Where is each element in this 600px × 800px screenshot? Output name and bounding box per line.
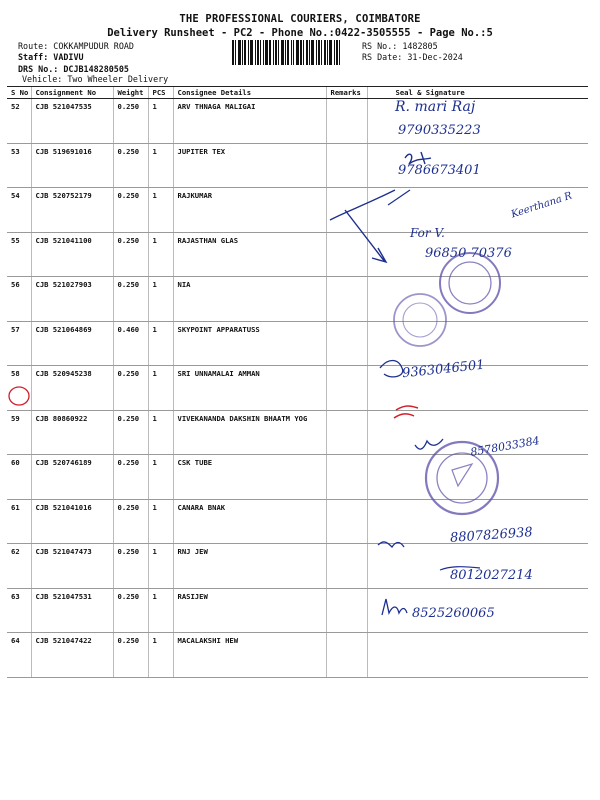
cell-consignee: RAJASTHAN GLAS (173, 232, 326, 277)
handwritten-phone-63: 8012027214 (450, 568, 533, 583)
company-title: THE PROFESSIONAL COURIERS, COIMBATORE (179, 13, 421, 25)
cell-pcs: 1 (148, 143, 173, 188)
red-signature-59 (394, 406, 418, 418)
cell-pcs: 1 (148, 188, 173, 233)
cell-weight: 0.250 (113, 99, 148, 144)
cell-sno: 54 (7, 188, 31, 233)
red-circle-mark (9, 387, 29, 405)
signature-64 (382, 599, 407, 615)
cell-consignment: CJB 520752179 (31, 188, 113, 233)
runsheet-subtitle: Delivery Runsheet - PC2 - Phone No.:0422-3505555 - Page No.:5 (107, 27, 493, 39)
signature-61 (415, 439, 443, 449)
handwritten-phone-58: 9363046501 (401, 357, 486, 382)
cell-consignment: CJB 521047422 (31, 633, 113, 678)
cell-consignment: CJB 520945238 (31, 366, 113, 411)
cell-consignee: CSK TUBE (173, 455, 326, 500)
cell-weight: 0.460 (113, 321, 148, 366)
cell-consignee: SRI UNNAMALAI AMMAN (173, 366, 326, 411)
rs-number: RS No.: 1482805 (362, 41, 438, 51)
cell-weight: 0.250 (113, 143, 148, 188)
cell-sno: 64 (7, 633, 31, 678)
col-header-consignee: Consignee Details (173, 87, 326, 99)
cell-weight: 0.250 (113, 633, 148, 678)
cell-sno: 58 (7, 366, 31, 411)
cell-sno: 63 (7, 588, 31, 633)
col-header-consignment: Consignment No (31, 87, 113, 99)
handwritten-phone-52: 9790335223 (398, 123, 481, 138)
cell-consignment: CJB 520746189 (31, 455, 113, 500)
signature-58 (380, 361, 403, 377)
staff-label: Staff: VADIVU (18, 52, 84, 62)
cell-weight: 0.250 (113, 499, 148, 544)
rs-date: RS Date: 31-Dec-2024 (362, 52, 463, 62)
cell-consignment: CJB 521047531 (31, 588, 113, 633)
arrow-head-mark (345, 210, 386, 262)
col-header-sno: S No (7, 87, 31, 99)
cell-pcs: 1 (148, 633, 173, 678)
cell-weight: 0.250 (113, 544, 148, 589)
cell-sno: 57 (7, 321, 31, 366)
cell-consignment: CJB 521027903 (31, 277, 113, 322)
route-label: Route: COKKAMPUDUR ROAD (18, 41, 134, 51)
col-header-pcs: PCS (148, 87, 173, 99)
cell-sno: 60 (7, 455, 31, 500)
cell-consignee: VIVEKANANDA DAKSHIN BHAATM YOG (173, 410, 326, 455)
cell-pcs: 1 (148, 99, 173, 144)
cell-consignment: CJB 521041100 (31, 232, 113, 277)
cell-sno: 55 (7, 232, 31, 277)
cell-consignee: RAJKUMAR (173, 188, 326, 233)
vehicle-label: Vehicle: Two Wheeler Delivery (22, 74, 169, 84)
cell-weight: 0.250 (113, 410, 148, 455)
cell-pcs: 1 (148, 366, 173, 411)
cell-weight: 0.250 (113, 588, 148, 633)
arrow-mark (330, 190, 395, 220)
handwritten-phone-53: 9786673401 (398, 163, 481, 178)
cell-consignee: ARV THNAGA MALIGAI (173, 99, 326, 144)
handwritten-name-52: R. mari Raj (395, 99, 476, 115)
col-header-seal-signature: Seal & Signature (367, 87, 588, 99)
col-header-weight: Weight (113, 87, 148, 99)
signature-62 (378, 542, 404, 547)
cell-weight: 0.250 (113, 366, 148, 411)
cell-consignee: RASIJEW (173, 588, 326, 633)
cell-consignment: CJB 521047535 (31, 99, 113, 144)
handwritten-phone-62: 8807826938 (449, 525, 534, 546)
cell-pcs: 1 (148, 232, 173, 277)
cell-weight: 0.250 (113, 277, 148, 322)
cell-consignee: RNJ JEW (173, 544, 326, 589)
cell-pcs: 1 (148, 321, 173, 366)
cell-sno: 53 (7, 143, 31, 188)
cell-pcs: 1 (148, 588, 173, 633)
cell-pcs: 1 (148, 499, 173, 544)
cell-pcs: 1 (148, 277, 173, 322)
cell-consignment: CJB 521047473 (31, 544, 113, 589)
cell-consignee: SKYPOINT APPARATUSS (173, 321, 326, 366)
cell-weight: 0.250 (113, 188, 148, 233)
seal-stamp-57 (394, 294, 446, 346)
cell-weight: 0.250 (113, 232, 148, 277)
cell-consignment: CJB 521064869 (31, 321, 113, 366)
cell-consignee: NIA (173, 277, 326, 322)
cell-consignee: JUPITER TEX (173, 143, 326, 188)
cell-pcs: 1 (148, 410, 173, 455)
cell-sno: 59 (7, 410, 31, 455)
cell-sno: 62 (7, 544, 31, 589)
handwritten-phone-61: 8578033384 (469, 434, 541, 459)
cell-consignment: CJB 80860922 (31, 410, 113, 455)
cell-weight: 0.250 (113, 455, 148, 500)
cell-sno: 61 (7, 499, 31, 544)
cell-consignment: CJB 521041016 (31, 499, 113, 544)
cell-sno: 56 (7, 277, 31, 322)
col-header-remarks: Remarks (326, 87, 367, 99)
cell-consignment: CJB 519691016 (31, 143, 113, 188)
cell-pcs: 1 (148, 544, 173, 589)
cell-sno: 52 (7, 99, 31, 144)
handwritten-phone-64: 8525260065 (412, 606, 495, 621)
handwritten-note-54: Keerthana R (509, 190, 574, 221)
cell-consignee: MACALAKSHI HEW (173, 633, 326, 678)
cell-consignee: CANARA BNAK (173, 499, 326, 544)
cell-pcs: 1 (148, 455, 173, 500)
drs-label: DRS No.: DCJB148280505 (18, 64, 129, 74)
handwritten-phone-55: 96850 70376 (425, 246, 512, 261)
handwritten-name-55: For V. (410, 226, 445, 240)
